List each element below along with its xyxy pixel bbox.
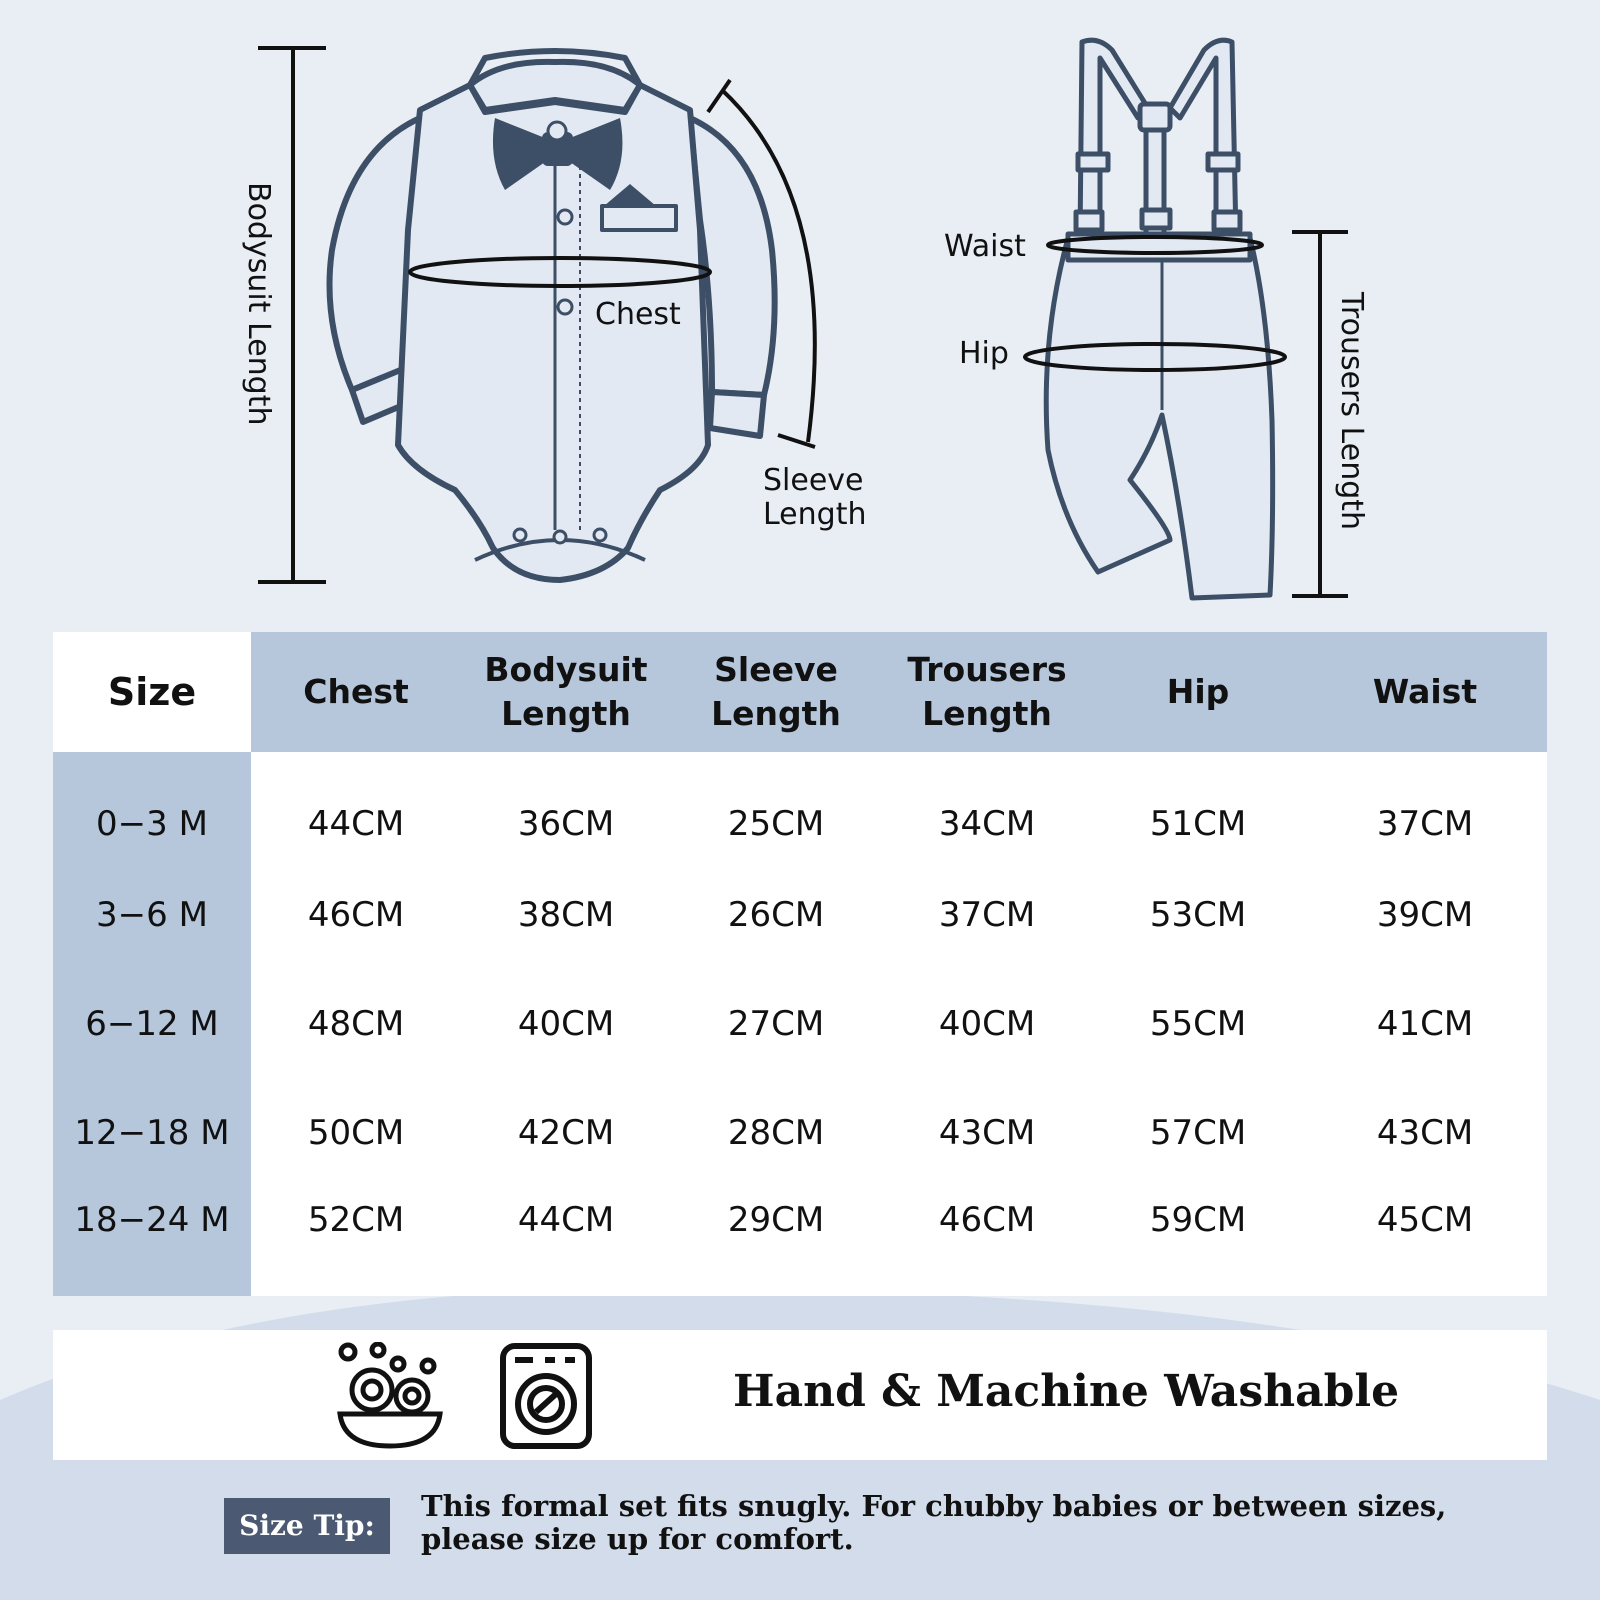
trousers-length-cell: 43CM — [881, 1078, 1093, 1187]
trousers-drawing — [1046, 234, 1272, 598]
trousers-length-cell: 40CM — [881, 970, 1093, 1079]
washing-machine-icon — [499, 1342, 593, 1450]
bodysuit-length-label: Bodysuit Length — [241, 182, 276, 426]
garment-illustration — [0, 0, 1600, 620]
size-cell: 12−18 M — [53, 1078, 251, 1187]
table-row — [53, 861, 1547, 970]
hip-cell: 59CM — [1093, 1187, 1303, 1296]
size-cell: 18−24 M — [53, 1187, 251, 1296]
header-bodysuit-length: Bodysuit Length — [461, 632, 671, 752]
waist-cell: 45CM — [1303, 1187, 1547, 1296]
care-panel — [53, 1330, 1547, 1460]
care-title: Hand & Machine Washable — [733, 1366, 1400, 1417]
waist-cell: 37CM — [1303, 752, 1547, 861]
trousers-length-cell: 46CM — [881, 1187, 1093, 1296]
header-trousers-length: Trousers Length — [881, 632, 1093, 752]
chest-cell: 46CM — [251, 861, 461, 970]
header-waist: Waist — [1303, 632, 1547, 752]
sleeve-length-cell: 26CM — [671, 861, 881, 970]
hip-cell: 53CM — [1093, 861, 1303, 970]
chest-cell: 48CM — [251, 970, 461, 1079]
bodysuit-length-cell: 36CM — [461, 752, 671, 861]
bodysuit-length-cell: 44CM — [461, 1187, 671, 1296]
hand-wash-bowl-icon — [336, 1342, 444, 1450]
trousers-length-cell: 34CM — [881, 752, 1093, 861]
bodysuit-length-cell: 38CM — [461, 861, 671, 970]
waist-cell: 43CM — [1303, 1078, 1547, 1187]
sleeve-length-cell: 28CM — [671, 1078, 881, 1187]
sleeve-length-label-line2: Length — [763, 497, 867, 532]
size-chart-table — [53, 632, 1547, 1296]
size-tip-line2: please size up for comfort. — [421, 1522, 854, 1556]
chest-label: Chest — [595, 297, 681, 332]
header-chest: Chest — [251, 632, 461, 752]
waist-label: Waist — [944, 229, 1026, 264]
hip-label: Hip — [959, 336, 1009, 371]
hip-cell: 51CM — [1093, 752, 1303, 861]
waist-cell: 41CM — [1303, 970, 1547, 1079]
table-row — [53, 970, 1547, 1079]
bodysuit-length-cell: 42CM — [461, 1078, 671, 1187]
hip-cell: 57CM — [1093, 1078, 1303, 1187]
suspenders-drawing — [1076, 40, 1240, 238]
sleeve-length-cell: 25CM — [671, 752, 881, 861]
size-cell: 3−6 M — [53, 861, 251, 970]
chest-cell: 44CM — [251, 752, 461, 861]
header-size: Size — [53, 632, 251, 752]
size-tip-badge: Size Tip: — [224, 1498, 390, 1554]
table-header-row — [53, 632, 1547, 752]
table-row — [53, 1187, 1547, 1296]
bodysuit-length-cell: 40CM — [461, 970, 671, 1079]
sleeve-length-cell: 27CM — [671, 970, 881, 1079]
chest-cell: 50CM — [251, 1078, 461, 1187]
hip-cell: 55CM — [1093, 970, 1303, 1079]
header-sleeve-length: Sleeve Length — [671, 632, 881, 752]
table-row — [53, 752, 1547, 861]
waist-cell: 39CM — [1303, 861, 1547, 970]
header-hip: Hip — [1093, 632, 1303, 752]
size-cell: 0−3 M — [53, 752, 251, 861]
sleeve-length-cell: 29CM — [671, 1187, 881, 1296]
trousers-length-cell: 37CM — [881, 861, 1093, 970]
table-row — [53, 1078, 1547, 1187]
trousers-length-label: Trousers Length — [1334, 292, 1369, 531]
size-tip-text — [421, 1490, 1541, 1556]
size-cell: 6−12 M — [53, 970, 251, 1079]
sleeve-length-label-line1: Sleeve — [763, 463, 864, 498]
chest-cell: 52CM — [251, 1187, 461, 1296]
size-tip-line1: This formal set fits snugly. For chubby babies or between sizes, — [421, 1489, 1447, 1523]
